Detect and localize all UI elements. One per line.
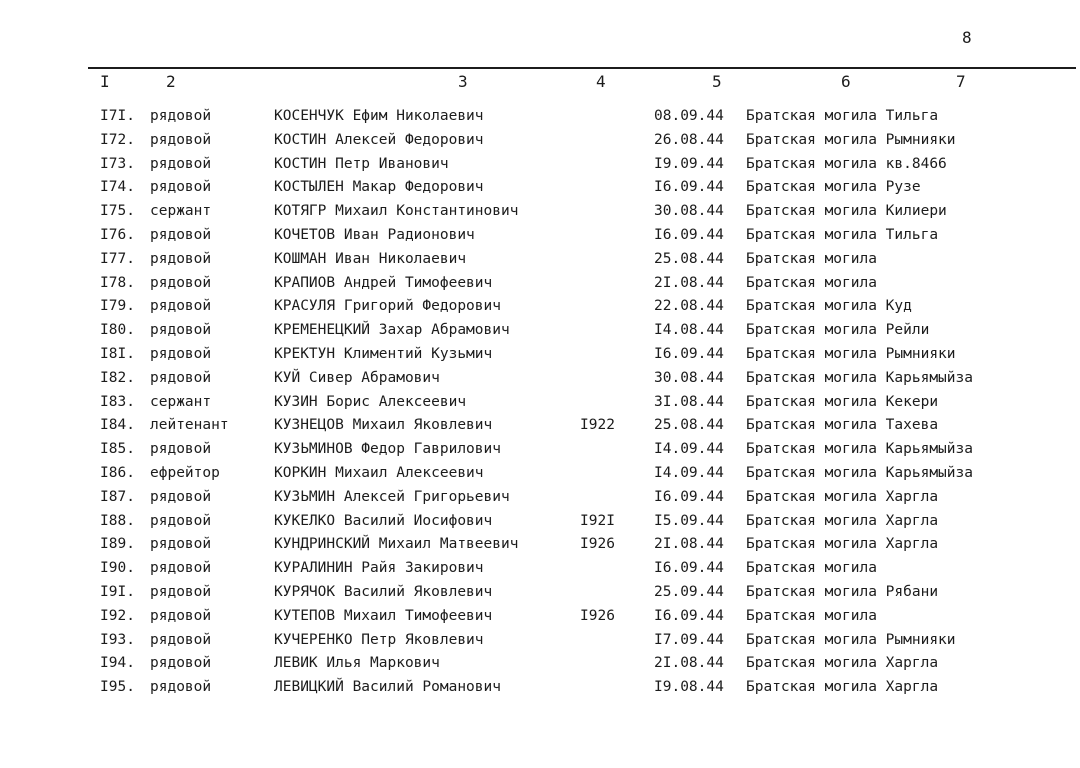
row-name: КУРАЛИНИН Райя Закирович	[274, 560, 484, 577]
column-header-2: 2	[166, 72, 176, 91]
table-row	[0, 319, 1080, 341]
row-name: ЛЕВИК Илья Маркович	[274, 655, 440, 672]
row-burial-place: Братская могила Тильга	[746, 227, 939, 243]
row-death-date: 26.08.44	[654, 131, 724, 148]
row-rank: лейтенант	[150, 417, 229, 434]
row-death-date: 30.08.44	[654, 203, 724, 220]
row-name: КОРКИН Михаил Алексеевич	[274, 465, 484, 481]
row-burial-place: Братская могила Куд	[746, 298, 912, 315]
row-name: КРАСУЛЯ Григорий Федорович	[274, 298, 501, 315]
row-number: I95.	[100, 679, 135, 696]
row-burial-place: Братская могила Тильга	[746, 108, 939, 124]
row-burial-place: Братская могила Карьямыйза	[746, 465, 973, 481]
table-row	[0, 248, 1080, 270]
row-number: I92.	[100, 607, 135, 624]
row-birth-year: I926	[580, 536, 615, 553]
row-burial-place: Братская могила Рейли	[746, 322, 930, 339]
row-death-date: I7.09.44	[654, 631, 724, 648]
table-row	[0, 629, 1080, 651]
row-burial-place: Братская могила Харгла	[746, 536, 939, 553]
table-row	[0, 438, 1080, 460]
row-death-date: 22.08.44	[654, 298, 724, 315]
row-rank: рядовой	[150, 560, 212, 577]
row-number: I93.	[100, 631, 135, 648]
row-name: КУЗЬМИНОВ Федор Гаврилович	[274, 441, 501, 458]
row-rank: рядовой	[150, 488, 212, 505]
row-name: КУЙ Сивер Абрамович	[274, 369, 440, 386]
row-death-date: I5.09.44	[654, 512, 724, 529]
row-name: КОСТИН Алексей Федорович	[274, 131, 484, 148]
row-rank: рядовой	[150, 369, 212, 386]
row-name: ЛЕВИЦКИЙ Василий Романович	[274, 679, 501, 696]
row-burial-place: Братская могила Харгла	[746, 655, 939, 672]
row-number: I7I.	[100, 108, 135, 124]
table-row	[0, 652, 1080, 674]
row-number: I78.	[100, 274, 135, 291]
row-death-date: I6.09.44	[654, 346, 724, 362]
row-name: КРЕМЕНЕЦКИЙ Захар Абрамович	[274, 322, 510, 339]
row-burial-place: Братская могила Рымнияки	[746, 631, 956, 648]
row-number: I94.	[100, 655, 135, 672]
row-death-date: I9.08.44	[654, 679, 724, 696]
table-row	[0, 391, 1080, 413]
page-number: 8	[962, 28, 972, 47]
row-name: КОСЕНЧУК Ефим Николаевич	[274, 108, 484, 124]
row-burial-place: Братская могила Рябани	[746, 584, 939, 600]
row-death-date: 2I.08.44	[654, 274, 724, 291]
row-death-date: I9.09.44	[654, 155, 724, 172]
row-death-date: I4.09.44	[654, 441, 724, 458]
row-number: I80.	[100, 322, 135, 339]
row-death-date: I6.09.44	[654, 607, 724, 624]
row-death-date: I4.08.44	[654, 322, 724, 339]
table-row	[0, 224, 1080, 246]
row-burial-place: Братская могила Килиери	[746, 203, 947, 220]
row-number: I74.	[100, 179, 135, 196]
row-name: КУЗЬМИН Алексей Григорьевич	[274, 488, 510, 505]
row-death-date: I6.09.44	[654, 179, 724, 196]
row-rank: рядовой	[150, 536, 212, 553]
row-burial-place: Братская могила	[746, 560, 877, 577]
row-burial-place: Братская могила Карьямыйза	[746, 441, 973, 458]
row-rank: рядовой	[150, 155, 212, 172]
table-row	[0, 414, 1080, 436]
row-death-date: 30.08.44	[654, 369, 724, 386]
column-header-row	[0, 72, 1080, 98]
table-row	[0, 581, 1080, 603]
column-header-6: 6	[841, 72, 851, 91]
row-number: I73.	[100, 155, 135, 172]
row-name: КУНДРИНСКИЙ Михаил Матвеевич	[274, 536, 519, 553]
row-rank: рядовой	[150, 441, 212, 458]
table-row	[0, 367, 1080, 389]
column-header-5: 5	[712, 72, 722, 91]
row-name: КРАПИОВ Андрей Тимофеевич	[274, 274, 493, 291]
row-number: I75.	[100, 203, 135, 220]
row-death-date: 3I.08.44	[654, 393, 724, 410]
row-number: I72.	[100, 131, 135, 148]
row-number: I8I.	[100, 346, 135, 362]
row-number: I84.	[100, 417, 135, 434]
row-rank: сержант	[150, 203, 212, 220]
column-header-1: I	[100, 72, 110, 91]
row-death-date: I6.09.44	[654, 560, 724, 577]
table-row	[0, 200, 1080, 222]
row-death-date: 2I.08.44	[654, 655, 724, 672]
row-burial-place: Братская могила Тахева	[746, 417, 939, 434]
row-number: I89.	[100, 536, 135, 553]
table-row	[0, 129, 1080, 151]
row-name: КОСТЫЛЕН Макар Федорович	[274, 179, 484, 196]
row-rank: рядовой	[150, 131, 212, 148]
row-number: I90.	[100, 560, 135, 577]
row-rank: ефрейтор	[150, 465, 220, 481]
row-name: КУЗНЕЦОВ Михаил Яковлевич	[274, 417, 493, 434]
row-death-date: 25.08.44	[654, 250, 724, 267]
table-row	[0, 153, 1080, 175]
row-death-date: 2I.08.44	[654, 536, 724, 553]
row-name: КОСТИН Петр Иванович	[274, 155, 449, 172]
column-header-7: 7	[956, 72, 966, 91]
row-birth-year: I926	[580, 607, 615, 624]
row-rank: рядовой	[150, 584, 212, 600]
row-name: КУКЕЛКО Василий Иосифович	[274, 512, 493, 529]
row-birth-year: I922	[580, 417, 615, 434]
row-rank: рядовой	[150, 512, 212, 529]
row-death-date: 08.09.44	[654, 108, 724, 124]
row-burial-place: Братская могила	[746, 250, 877, 267]
row-number: I76.	[100, 227, 135, 243]
row-rank: рядовой	[150, 631, 212, 648]
row-rank: рядовой	[150, 274, 212, 291]
row-name: КОШМАН Иван Николаевич	[274, 250, 467, 267]
row-name: КОЧЕТОВ Иван Радионович	[274, 227, 475, 243]
row-number: I82.	[100, 369, 135, 386]
column-header-3: 3	[458, 72, 468, 91]
row-rank: рядовой	[150, 108, 212, 124]
row-burial-place: Братская могила Рымнияки	[746, 346, 956, 362]
row-number: I85.	[100, 441, 135, 458]
table-row	[0, 105, 1080, 127]
row-number: I88.	[100, 512, 135, 529]
row-rank: рядовой	[150, 298, 212, 315]
table-row	[0, 533, 1080, 555]
row-burial-place: Братская могила Харгла	[746, 679, 939, 696]
row-burial-place: Братская могила Харгла	[746, 512, 939, 529]
row-death-date: I4.09.44	[654, 465, 724, 481]
row-rank: рядовой	[150, 250, 212, 267]
row-burial-place: Братская могила Карьямыйза	[746, 369, 973, 386]
table-row	[0, 510, 1080, 532]
table-row	[0, 176, 1080, 198]
table-row	[0, 676, 1080, 698]
table-row	[0, 462, 1080, 484]
row-burial-place: Братская могила	[746, 607, 877, 624]
row-burial-place: Братская могила Рымнияки	[746, 131, 956, 148]
row-rank: сержант	[150, 393, 212, 410]
table-row	[0, 295, 1080, 317]
row-name: КРЕКТУН Климентий Кузьмич	[274, 346, 493, 362]
row-death-date: 25.09.44	[654, 584, 724, 600]
row-rank: рядовой	[150, 179, 212, 196]
row-birth-year: I92I	[580, 512, 615, 529]
header-rule	[88, 67, 1076, 69]
row-number: I9I.	[100, 584, 135, 600]
row-rank: рядовой	[150, 679, 212, 696]
row-burial-place: Братская могила кв.8466	[746, 155, 947, 172]
row-burial-place: Братская могила	[746, 274, 877, 291]
row-burial-place: Братская могила Рузе	[746, 179, 921, 196]
row-number: I86.	[100, 465, 135, 481]
table-row	[0, 605, 1080, 627]
row-name: КУЧЕРЕНКО Петр Яковлевич	[274, 631, 484, 648]
row-death-date: I6.09.44	[654, 227, 724, 243]
row-name: КУЗИН Борис Алексеевич	[274, 393, 467, 410]
row-rank: рядовой	[150, 655, 212, 672]
row-number: I87.	[100, 488, 135, 505]
table-row	[0, 486, 1080, 508]
row-burial-place: Братская могила Кекери	[746, 393, 939, 410]
table-row	[0, 272, 1080, 294]
row-name: КУРЯЧОК Василий Яковлевич	[274, 584, 493, 600]
row-rank: рядовой	[150, 227, 212, 243]
row-name: КУТЕПОВ Михаил Тимофеевич	[274, 607, 493, 624]
row-death-date: 25.08.44	[654, 417, 724, 434]
row-burial-place: Братская могила Харгла	[746, 488, 939, 505]
row-number: I77.	[100, 250, 135, 267]
table-row	[0, 343, 1080, 365]
row-rank: рядовой	[150, 322, 212, 339]
row-rank: рядовой	[150, 607, 212, 624]
column-header-4: 4	[596, 72, 606, 91]
row-rank: рядовой	[150, 346, 212, 362]
table-row	[0, 557, 1080, 579]
row-death-date: I6.09.44	[654, 488, 724, 505]
row-name: КОТЯГР Михаил Константинович	[274, 203, 519, 220]
row-number: I79.	[100, 298, 135, 315]
row-number: I83.	[100, 393, 135, 410]
